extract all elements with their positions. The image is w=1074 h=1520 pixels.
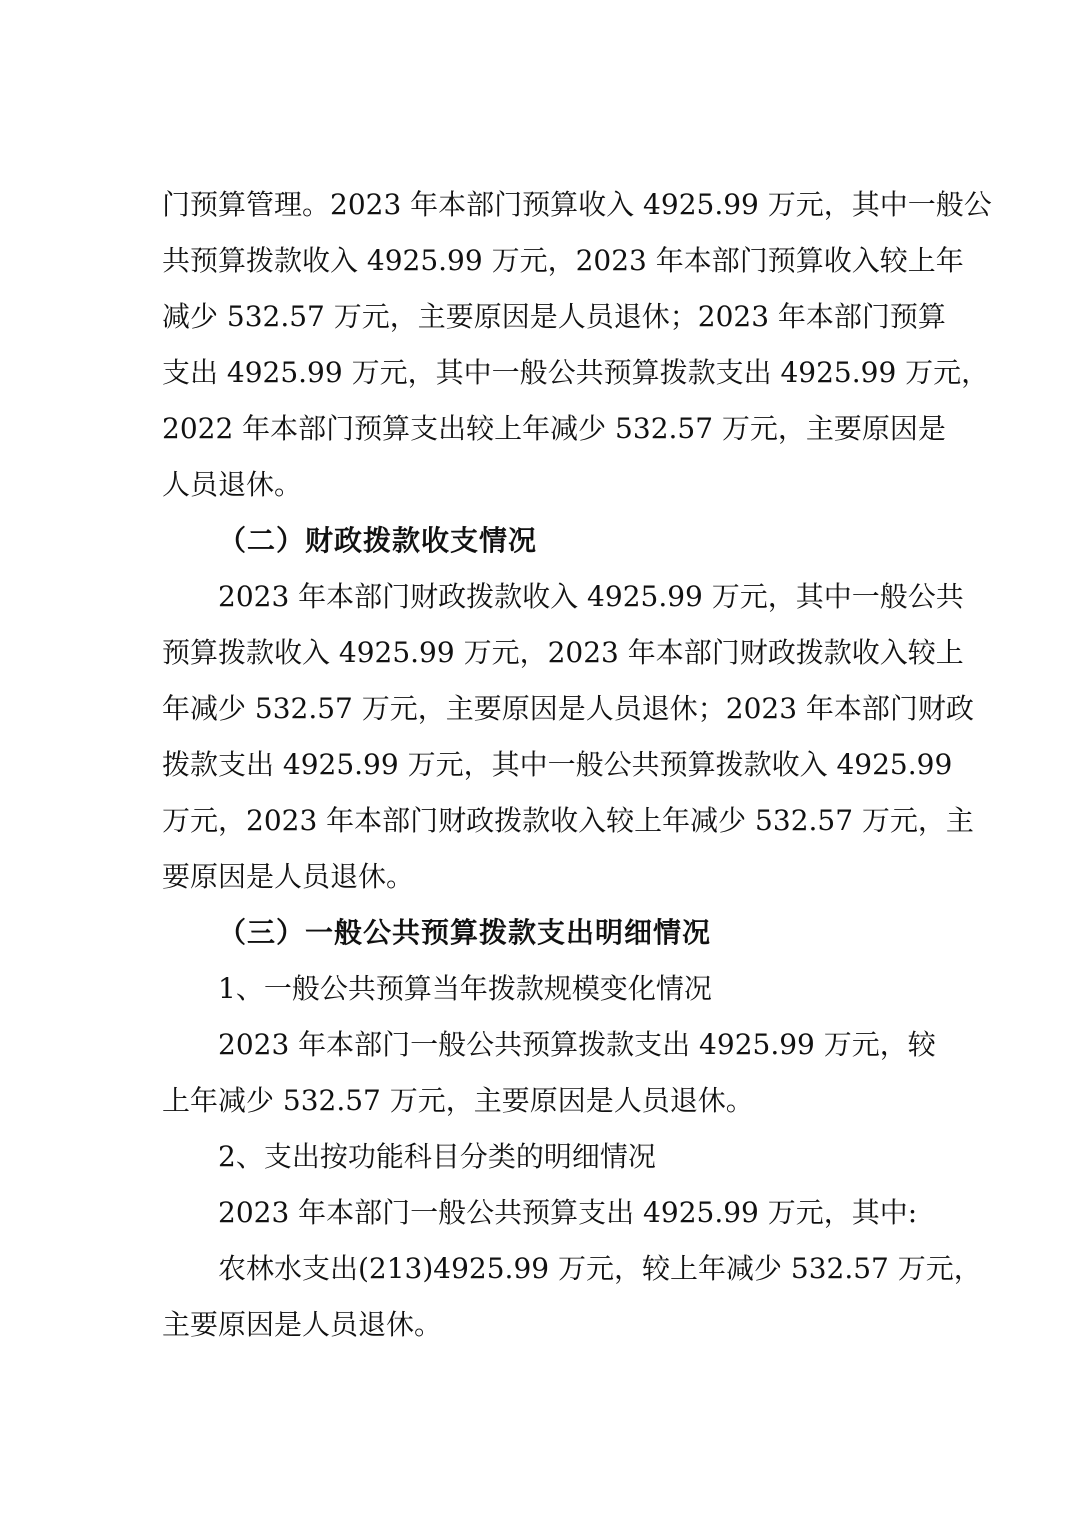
paragraph-line: 要原因是人员退休。 <box>162 860 415 893</box>
paragraph-line: 减少 532.57 万元，主要原因是人员退休；2023 年本部门预算 <box>162 300 946 333</box>
section-heading-2: （二）财政拨款收支情况 <box>218 524 538 557</box>
paragraph-line: 人员退休。 <box>162 468 303 501</box>
paragraph-line: 2023 年本部门财政拨款收入 4925.99 万元，其中一般公共 <box>218 580 964 613</box>
paragraph-line: 2022 年本部门预算支出较上年减少 532.57 万元，主要原因是 <box>162 412 946 445</box>
paragraph-line: 支出 4925.99 万元，其中一般公共预算拨款支出 4925.99 万元， <box>162 356 990 389</box>
subsection-heading-1: 1、一般公共预算当年拨款规模变化情况 <box>218 972 712 1005</box>
section-heading-3: （三）一般公共预算拨款支出明细情况 <box>218 916 712 949</box>
paragraph-line: 2023 年本部门一般公共预算拨款支出 4925.99 万元，较 <box>218 1028 936 1061</box>
paragraph-line: 拨款支出 4925.99 万元，其中一般公共预算拨款收入 4925.99 <box>162 748 953 781</box>
paragraph-line: 主要原因是人员退休。 <box>162 1308 443 1341</box>
paragraph-line: 门预算管理。2023 年本部门预算收入 4925.99 万元，其中一般公 <box>162 188 992 221</box>
paragraph-line: 上年减少 532.57 万元，主要原因是人员退休。 <box>162 1084 754 1117</box>
paragraph-line: 万元，2023 年本部门财政拨款收入较上年减少 532.57 万元，主 <box>162 804 974 837</box>
paragraph-line: 年减少 532.57 万元，主要原因是人员退休；2023 年本部门财政 <box>162 692 974 725</box>
paragraph-line: 预算拨款收入 4925.99 万元，2023 年本部门财政拨款收入较上 <box>162 636 964 669</box>
subsection-heading-2: 2、支出按功能科目分类的明细情况 <box>218 1140 656 1173</box>
paragraph-line: 农林水支出(213)4925.99 万元，较上年减少 532.57 万元， <box>218 1252 982 1285</box>
paragraph-line: 2023 年本部门一般公共预算支出 4925.99 万元，其中: <box>218 1196 918 1229</box>
paragraph-line: 共预算拨款收入 4925.99 万元，2023 年本部门预算收入较上年 <box>162 244 964 277</box>
